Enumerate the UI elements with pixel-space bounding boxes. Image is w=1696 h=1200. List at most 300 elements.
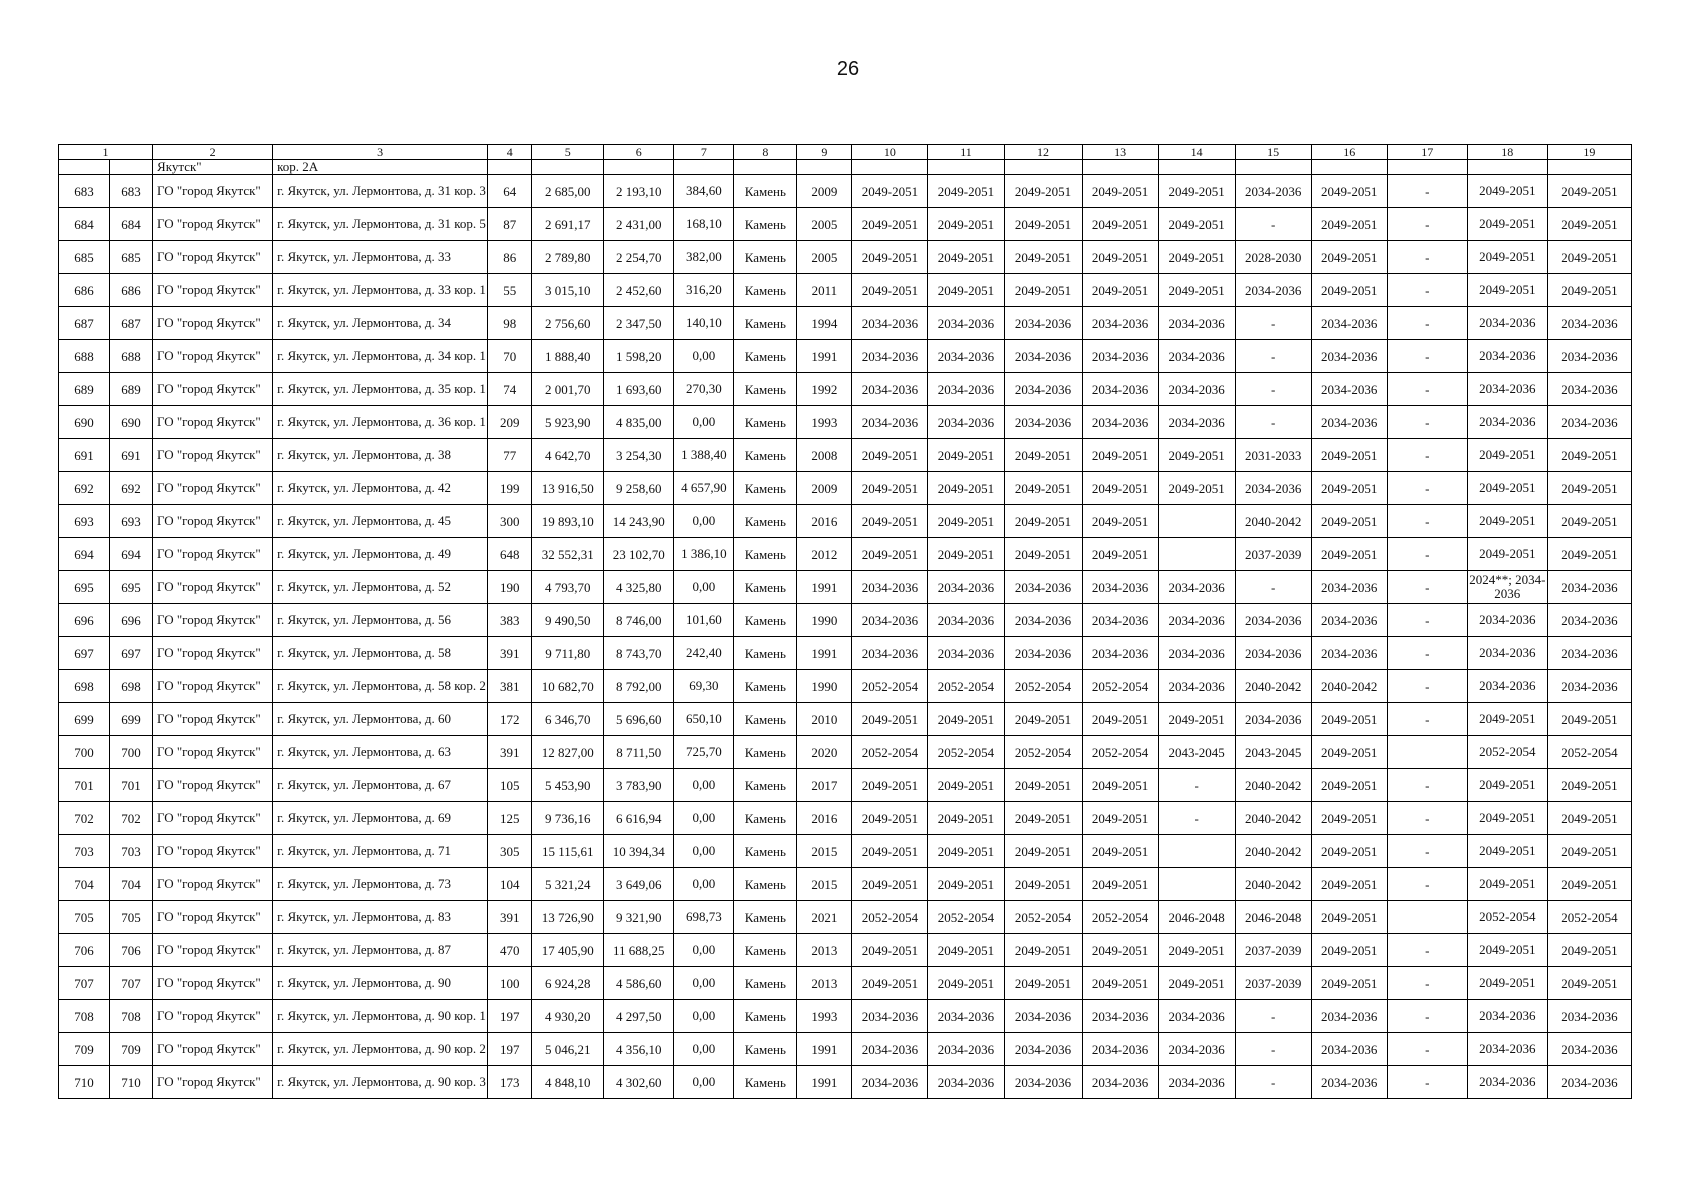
table-cell: г. Якутск, ул. Лермонтова, д. 45 xyxy=(273,505,488,538)
table-cell: 2049-2051 xyxy=(1467,241,1547,274)
table-cell: 2034-2036 xyxy=(1311,373,1387,406)
table-cell: - xyxy=(1387,340,1467,373)
table-cell: 2049-2051 xyxy=(1004,802,1082,835)
table-cell: 10 394,34 xyxy=(604,835,674,868)
table-cell: ГО "город Якутск" xyxy=(153,835,273,868)
table-cell: 2034-2036 xyxy=(1467,1066,1547,1099)
table-cell: Камень xyxy=(734,967,797,1000)
table-cell: Камень xyxy=(734,571,797,604)
table-cell: 9 736,16 xyxy=(532,802,604,835)
table-cell: 470 xyxy=(488,934,532,967)
table-cell: 2049-2051 xyxy=(1004,538,1082,571)
table-cell: 2049-2051 xyxy=(1082,934,1158,967)
table-cell: 2 685,00 xyxy=(532,175,604,208)
table-cell: 4 356,10 xyxy=(604,1033,674,1066)
table-cell: 2034-2036 xyxy=(1547,307,1631,340)
table-cell: 2034-2036 xyxy=(1082,1000,1158,1033)
table-cell: 694 xyxy=(59,538,110,571)
table-cell: 2034-2036 xyxy=(1082,571,1158,604)
table-cell: 2049-2051 xyxy=(1311,538,1387,571)
table-cell: 2049-2051 xyxy=(1311,208,1387,241)
table-cell: - xyxy=(1387,604,1467,637)
column-header: 7 xyxy=(674,145,734,160)
table-cell: 2049-2051 xyxy=(1467,175,1547,208)
column-header: 3 xyxy=(273,145,488,160)
table-cell: г. Якутск, ул. Лермонтова, д. 31 кор. 3 xyxy=(273,175,488,208)
table-row xyxy=(59,538,1632,571)
table-cell: 1991 xyxy=(797,571,852,604)
table-cell xyxy=(852,160,928,175)
table-cell: 2049-2051 xyxy=(1467,934,1547,967)
table-cell: 125 xyxy=(488,802,532,835)
table-cell: 2049-2051 xyxy=(1311,835,1387,868)
table-row xyxy=(59,505,1632,538)
table-cell: 316,20 xyxy=(674,274,734,307)
table-cell xyxy=(1547,160,1631,175)
table-cell: 706 xyxy=(110,934,153,967)
table-cell: 2 347,50 xyxy=(604,307,674,340)
table-cell: 2049-2051 xyxy=(928,934,1004,967)
table-cell: Камень xyxy=(734,901,797,934)
table-cell: 8 711,50 xyxy=(604,736,674,769)
table-cell: 2049-2051 xyxy=(1547,472,1631,505)
table-cell: 2005 xyxy=(797,208,852,241)
table-cell: 9 321,90 xyxy=(604,901,674,934)
table-cell: 0,00 xyxy=(674,967,734,1000)
table-cell: 2015 xyxy=(797,835,852,868)
table-row xyxy=(59,868,1632,901)
table-cell: 105 xyxy=(488,769,532,802)
table-cell: 2052-2054 xyxy=(928,670,1004,703)
table-cell xyxy=(734,160,797,175)
table-cell: г. Якутск, ул. Лермонтова, д. 36 кор. 1 xyxy=(273,406,488,439)
table-row xyxy=(59,637,1632,670)
table-cell: 0,00 xyxy=(674,340,734,373)
table-cell: 2046-2048 xyxy=(1235,901,1311,934)
table-cell xyxy=(1158,538,1235,571)
table-cell: 2049-2051 xyxy=(1467,802,1547,835)
table-cell: 2052-2054 xyxy=(1547,901,1631,934)
table-cell xyxy=(1158,505,1235,538)
table-cell: ГО "город Якутск" xyxy=(153,670,273,703)
table-row xyxy=(59,802,1632,835)
table-cell: ГО "город Якутск" xyxy=(153,439,273,472)
table-cell: 2005 xyxy=(797,241,852,274)
table-cell: 703 xyxy=(110,835,153,868)
table-cell: 5 923,90 xyxy=(532,406,604,439)
table-cell: - xyxy=(1387,538,1467,571)
table-cell: - xyxy=(1235,340,1311,373)
table-cell: 697 xyxy=(110,637,153,670)
table-cell xyxy=(1387,736,1467,769)
table-cell: 2034-2036 xyxy=(852,406,928,439)
table-cell: Камень xyxy=(734,835,797,868)
table-cell: 2052-2054 xyxy=(1082,670,1158,703)
table-cell: ГО "город Якутск" xyxy=(153,769,273,802)
table-cell: 2049-2051 xyxy=(1311,175,1387,208)
table-cell: 692 xyxy=(59,472,110,505)
table-cell: 2049-2051 xyxy=(852,472,928,505)
table-cell: 2 691,17 xyxy=(532,208,604,241)
table-cell: 2034-2036 xyxy=(1158,1000,1235,1033)
table-cell: 2049-2051 xyxy=(1158,934,1235,967)
table-cell: ГО "город Якутск" xyxy=(153,604,273,637)
table-cell: - xyxy=(1387,703,1467,736)
table-cell: 2049-2051 xyxy=(1082,505,1158,538)
table-cell: 74 xyxy=(488,373,532,406)
table-cell: 2008 xyxy=(797,439,852,472)
table-cell: ГО "город Якутск" xyxy=(153,736,273,769)
table-row xyxy=(59,241,1632,274)
table-cell: 688 xyxy=(110,340,153,373)
table-cell: 2049-2051 xyxy=(1158,439,1235,472)
table-cell: - xyxy=(1387,769,1467,802)
table-cell: 2049-2051 xyxy=(1158,967,1235,1000)
table-cell: 2049-2051 xyxy=(852,538,928,571)
table-cell: 2049-2051 xyxy=(1547,934,1631,967)
table-cell xyxy=(604,160,674,175)
table-cell: 2049-2051 xyxy=(1082,769,1158,802)
table-cell: ГО "город Якутск" xyxy=(153,274,273,307)
table-cell: 2049-2051 xyxy=(1082,241,1158,274)
table-cell: 0,00 xyxy=(674,868,734,901)
table-cell: г. Якутск, ул. Лермонтова, д. 33 кор. 1 xyxy=(273,274,488,307)
table-cell: - xyxy=(1158,769,1235,802)
table-cell: 709 xyxy=(59,1033,110,1066)
table-cell: 2034-2036 xyxy=(1235,703,1311,736)
table-cell: 87 xyxy=(488,208,532,241)
table-cell: 2016 xyxy=(797,505,852,538)
table-cell: 2 789,80 xyxy=(532,241,604,274)
table-cell: 2010 xyxy=(797,703,852,736)
table-cell: 2049-2051 xyxy=(1004,835,1082,868)
table-cell: 2049-2051 xyxy=(852,802,928,835)
table-cell: Камень xyxy=(734,703,797,736)
table-cell: 2049-2051 xyxy=(852,208,928,241)
table-row xyxy=(59,736,1632,769)
table-cell: 2 431,00 xyxy=(604,208,674,241)
table-cell: 2049-2051 xyxy=(1467,769,1547,802)
table-cell: 2040-2042 xyxy=(1235,835,1311,868)
table-cell: 168,10 xyxy=(674,208,734,241)
table-cell: 2034-2036 xyxy=(928,373,1004,406)
table-cell: Камень xyxy=(734,340,797,373)
table-cell: 696 xyxy=(59,604,110,637)
table-cell: 1993 xyxy=(797,1000,852,1033)
table-cell: 2049-2051 xyxy=(1547,505,1631,538)
table-cell: 4 848,10 xyxy=(532,1066,604,1099)
column-header: 2 xyxy=(153,145,273,160)
table-cell: ГО "город Якутск" xyxy=(153,571,273,604)
table-cell: 2049-2051 xyxy=(928,802,1004,835)
table-cell: 2034-2036 xyxy=(1467,637,1547,670)
table-cell: 699 xyxy=(110,703,153,736)
table-cell: Камень xyxy=(734,175,797,208)
table-cell: 2040-2042 xyxy=(1235,802,1311,835)
table-cell: 2040-2042 xyxy=(1235,868,1311,901)
table-cell: 2049-2051 xyxy=(1004,472,1082,505)
table-cell: 2049-2051 xyxy=(1082,472,1158,505)
table-cell: 2034-2036 xyxy=(1235,175,1311,208)
table-cell: г. Якутск, ул. Лермонтова, д. 34 кор. 1 xyxy=(273,340,488,373)
table-row xyxy=(59,835,1632,868)
table-cell: - xyxy=(1387,637,1467,670)
table-row xyxy=(59,175,1632,208)
table-cell: 708 xyxy=(110,1000,153,1033)
table-cell: - xyxy=(1235,571,1311,604)
table-cell: 384,60 xyxy=(674,175,734,208)
table-cell: 685 xyxy=(110,241,153,274)
table-cell: 2049-2051 xyxy=(852,703,928,736)
table-cell: Камень xyxy=(734,1066,797,1099)
table-cell: 2034-2036 xyxy=(928,1033,1004,1066)
table-cell: 2049-2051 xyxy=(1311,505,1387,538)
page-number: 26 xyxy=(836,58,860,80)
table-cell: 2049-2051 xyxy=(1547,802,1631,835)
table-cell: 2013 xyxy=(797,967,852,1000)
table-cell: 12 827,00 xyxy=(532,736,604,769)
table-cell: - xyxy=(1387,241,1467,274)
table-cell: 14 243,90 xyxy=(604,505,674,538)
table-cell: 2034-2036 xyxy=(1311,307,1387,340)
table-cell: 2043-2045 xyxy=(1235,736,1311,769)
table-cell: ГО "город Якутск" xyxy=(153,208,273,241)
table-cell: - xyxy=(1387,1066,1467,1099)
table-cell: 9 711,80 xyxy=(532,637,604,670)
table-cell: 2034-2036 xyxy=(1082,604,1158,637)
table-cell: 2034-2036 xyxy=(1235,274,1311,307)
table-cell: 2034-2036 xyxy=(1082,1033,1158,1066)
table-cell: 100 xyxy=(488,967,532,1000)
table-cell: 691 xyxy=(59,439,110,472)
table-cell: 708 xyxy=(59,1000,110,1033)
table-cell: 701 xyxy=(59,769,110,802)
table-cell: 2049-2051 xyxy=(1467,835,1547,868)
table-cell: 64 xyxy=(488,175,532,208)
table-cell: 1 386,10 xyxy=(674,538,734,571)
table-cell: ГО "город Якутск" xyxy=(153,934,273,967)
table-cell: 1991 xyxy=(797,340,852,373)
column-header: 1 xyxy=(59,145,153,160)
table-cell: 2049-2051 xyxy=(1467,505,1547,538)
table-cell: 2049-2051 xyxy=(1311,934,1387,967)
table-cell: 3 015,10 xyxy=(532,274,604,307)
table-cell: 683 xyxy=(59,175,110,208)
table-cell: 70 xyxy=(488,340,532,373)
table-cell: г. Якутск, ул. Лермонтова, д. 52 xyxy=(273,571,488,604)
table-cell: 695 xyxy=(59,571,110,604)
table-row xyxy=(59,934,1632,967)
table-cell: 0,00 xyxy=(674,571,734,604)
table-cell: 2049-2051 xyxy=(1311,736,1387,769)
table-cell: 650,10 xyxy=(674,703,734,736)
table-cell: 2049-2051 xyxy=(1467,208,1547,241)
table-cell: 2013 xyxy=(797,934,852,967)
table-cell: 2040-2042 xyxy=(1235,769,1311,802)
table-cell: 2 452,60 xyxy=(604,274,674,307)
table-cell: 2034-2036 xyxy=(1158,340,1235,373)
table-cell: 2049-2051 xyxy=(1082,538,1158,571)
table-cell: 2049-2051 xyxy=(928,505,1004,538)
table-cell: 2 193,10 xyxy=(604,175,674,208)
table-cell: ГО "город Якутск" xyxy=(153,967,273,1000)
table-cell: 707 xyxy=(59,967,110,1000)
table-cell: 2034-2036 xyxy=(1235,604,1311,637)
table-cell: ГО "город Якутск" xyxy=(153,868,273,901)
table-cell: - xyxy=(1387,835,1467,868)
table-cell: 704 xyxy=(59,868,110,901)
table-cell: 2049-2051 xyxy=(852,505,928,538)
table-cell: 2049-2051 xyxy=(1082,208,1158,241)
table-cell: 2049-2051 xyxy=(928,274,1004,307)
table-cell: 2034-2036 xyxy=(1158,604,1235,637)
table-cell: Камень xyxy=(734,769,797,802)
table-cell: 2034-2036 xyxy=(1467,340,1547,373)
table-cell: 685 xyxy=(59,241,110,274)
table-cell: 2049-2051 xyxy=(1311,703,1387,736)
table-cell: - xyxy=(1387,1033,1467,1066)
table-cell: - xyxy=(1387,439,1467,472)
table-row xyxy=(59,703,1632,736)
table-cell: 2049-2051 xyxy=(928,472,1004,505)
table-cell: ГО "город Якутск" xyxy=(153,340,273,373)
table-cell: 648 xyxy=(488,538,532,571)
table-cell: 2049-2051 xyxy=(1547,538,1631,571)
table-cell: 725,70 xyxy=(674,736,734,769)
table-cell: г. Якутск, ул. Лермонтова, д. 33 xyxy=(273,241,488,274)
table-cell: ГО "город Якутск" xyxy=(153,1000,273,1033)
table-cell: 704 xyxy=(110,868,153,901)
table-cell: ГО "город Якутск" xyxy=(153,505,273,538)
table-row xyxy=(59,670,1632,703)
continuation-row xyxy=(59,160,1632,175)
table-cell: 2049-2051 xyxy=(928,868,1004,901)
table-cell: Камень xyxy=(734,934,797,967)
table-cell: 2015 xyxy=(797,868,852,901)
table-cell: 2052-2054 xyxy=(1547,736,1631,769)
table-cell: Камень xyxy=(734,472,797,505)
table-cell: - xyxy=(1387,967,1467,1000)
table-cell: 2049-2051 xyxy=(1547,208,1631,241)
table-cell: 2049-2051 xyxy=(1158,703,1235,736)
table-row xyxy=(59,1033,1632,1066)
table-cell: 2034-2036 xyxy=(1158,406,1235,439)
table-cell: 2034-2036 xyxy=(1547,604,1631,637)
table-cell: 2049-2051 xyxy=(1311,802,1387,835)
table-cell: 2049-2051 xyxy=(1547,703,1631,736)
table-cell: 4 793,70 xyxy=(532,571,604,604)
table-cell: 2049-2051 xyxy=(1467,538,1547,571)
table-cell: 2016 xyxy=(797,802,852,835)
table-cell: 5 321,24 xyxy=(532,868,604,901)
table-cell: 2049-2051 xyxy=(1004,274,1082,307)
table-cell: 2034-2036 xyxy=(928,1066,1004,1099)
table-cell: 2052-2054 xyxy=(852,670,928,703)
table-cell: 2034-2036 xyxy=(1158,307,1235,340)
table-cell xyxy=(928,160,1004,175)
table-cell: 2052-2054 xyxy=(1467,901,1547,934)
table-cell: Камень xyxy=(734,439,797,472)
table-cell: ГО "город Якутск" xyxy=(153,703,273,736)
table-cell: 2 001,70 xyxy=(532,373,604,406)
column-header: 11 xyxy=(928,145,1004,160)
table-cell: 2034-2036 xyxy=(1004,406,1082,439)
table-cell: 2049-2051 xyxy=(1082,835,1158,868)
column-header: 6 xyxy=(604,145,674,160)
table-cell: 8 746,00 xyxy=(604,604,674,637)
table-cell: 2052-2054 xyxy=(1467,736,1547,769)
table-cell: 4 586,60 xyxy=(604,967,674,1000)
table-cell: 9 490,50 xyxy=(532,604,604,637)
table-cell: 2049-2051 xyxy=(1311,868,1387,901)
table-cell: 391 xyxy=(488,637,532,670)
table-cell xyxy=(59,160,110,175)
table-cell: 1 693,60 xyxy=(604,373,674,406)
table-row xyxy=(59,571,1632,604)
column-header: 19 xyxy=(1547,145,1631,160)
table-cell: 2049-2051 xyxy=(1004,505,1082,538)
table-cell xyxy=(488,160,532,175)
table-cell: 2037-2039 xyxy=(1235,934,1311,967)
table-cell: 2049-2051 xyxy=(852,934,928,967)
table-cell: 13 726,90 xyxy=(532,901,604,934)
table-cell: 1992 xyxy=(797,373,852,406)
table-cell: 684 xyxy=(59,208,110,241)
table-cell: 2046-2048 xyxy=(1158,901,1235,934)
table-cell: 4 657,90 xyxy=(674,472,734,505)
column-header: 12 xyxy=(1004,145,1082,160)
table-cell: 2049-2051 xyxy=(928,538,1004,571)
table-cell: 1990 xyxy=(797,670,852,703)
table-cell: 2037-2039 xyxy=(1235,967,1311,1000)
table-cell: 2034-2036 xyxy=(1311,1000,1387,1033)
table-cell: 2034-2036 xyxy=(1082,406,1158,439)
table-cell: 2034-2036 xyxy=(852,1000,928,1033)
table-cell: г. Якутск, ул. Лермонтова, д. 67 xyxy=(273,769,488,802)
table-cell: г. Якутск, ул. Лермонтова, д. 60 xyxy=(273,703,488,736)
table-cell: 2034-2036 xyxy=(928,340,1004,373)
table-cell: 11 688,25 xyxy=(604,934,674,967)
table-cell: 2049-2051 xyxy=(1082,439,1158,472)
table-cell: Камень xyxy=(734,1000,797,1033)
table-cell xyxy=(1235,160,1311,175)
table-cell: 2034-2036 xyxy=(1467,604,1547,637)
table-cell: 2049-2051 xyxy=(1547,868,1631,901)
table-row xyxy=(59,604,1632,637)
table-cell: 2034-2036 xyxy=(1004,307,1082,340)
table-cell: 2049-2051 xyxy=(1082,274,1158,307)
table-cell: г. Якутск, ул. Лермонтова, д. 90 кор. 3 xyxy=(273,1066,488,1099)
table-cell: 8 792,00 xyxy=(604,670,674,703)
table-cell: 5 453,90 xyxy=(532,769,604,802)
table-cell: 32 552,31 xyxy=(532,538,604,571)
table-cell xyxy=(674,160,734,175)
table-cell: г. Якутск, ул. Лермонтова, д. 73 xyxy=(273,868,488,901)
table-cell xyxy=(1158,835,1235,868)
table-cell: 2040-2042 xyxy=(1311,670,1387,703)
table-cell: 140,10 xyxy=(674,307,734,340)
table-cell: 13 916,50 xyxy=(532,472,604,505)
table-cell: 687 xyxy=(59,307,110,340)
table-cell: ГО "город Якутск" xyxy=(153,538,273,571)
table-cell xyxy=(1082,160,1158,175)
table-cell: 2034-2036 xyxy=(1004,340,1082,373)
table-cell: Камень xyxy=(734,241,797,274)
column-header: 17 xyxy=(1387,145,1467,160)
table-cell: 382,00 xyxy=(674,241,734,274)
table-cell: 707 xyxy=(110,967,153,1000)
table-cell: 2034-2036 xyxy=(1004,1033,1082,1066)
